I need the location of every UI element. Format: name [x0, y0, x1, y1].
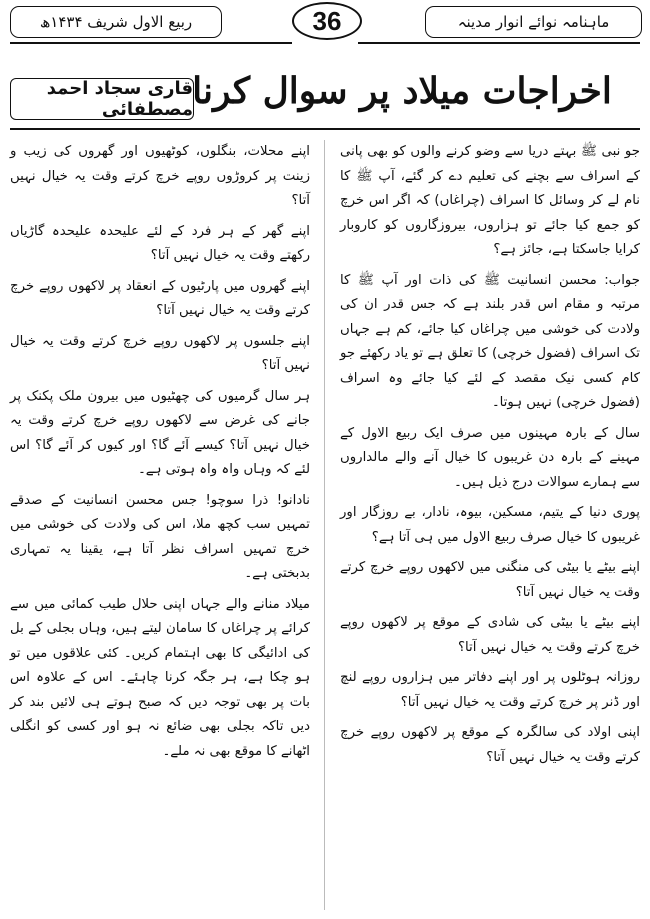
- left-column: [10, 140, 310, 770]
- paragraph: جواب: محسن انسانیت ﷺ کی ذات اور آپ ﷺ کا مرتبہ و مقام اس قدر بلند ہے کہ جس قدر ان کی ولادت کی خوشی میں چراغاں کیا جائے، کم ہے جہاں تک اسراف (فضول خرچی) کا تعلق ہے تو یاد رکھئے جو کام کسی نیک مقصد کے لئے کیا جائے وہ اسراف (فضول خرچی) نہیں ہوتا۔: [340, 272, 640, 410]
- right-column: [340, 140, 640, 776]
- paragraph: اپنے جلسوں پر لاکھوں روپے خرچ کرتے وقت یہ خیال نہیں آتا؟: [10, 333, 310, 373]
- paragraph: اپنے گھروں میں پارٹیوں کے انعقاد پر لاکھوں روپے خرچ کرتے وقت یہ خیال نہیں آتا؟: [10, 278, 310, 318]
- paragraph: اپنے محلات، بنگلوں، کوٹھیوں اور گھروں کی زیب و زینت پر کروڑوں روپے خرچ کرتے وقت یہ خیال نہیں آتا؟: [10, 144, 310, 208]
- paragraph: سال کے بارہ مہینوں میں صرف ایک ربیع الاول کے مہینے کے بارہ دن غریبوں کا خیال آنے والے مالداروں سے ہمارے سوالات درج ذیل ہیں۔: [340, 425, 640, 490]
- magazine-name-box: [425, 6, 642, 38]
- magazine-name: ماہنامہ نوائے انوار مدینہ: [457, 13, 610, 31]
- paragraph: جو نبی ﷺ بہتے دریا سے وضو کرنے والوں کو بھی پانی کے اسراف سے بچنے کی تعلیم دے کر گئے، آپ ﷺ کا نام لے کر وسائل کا اسراف (چراغاں) کہ اگر اس خرچ کو جمع کیا جائے تو ہزاروں، بیروزگاروں کو کاروبار کرایا جاسکتا ہے، جائز ہے؟: [340, 144, 640, 257]
- issue-date: ربیع الاول شریف ۱۴۳۴ھ: [39, 13, 193, 31]
- paragraph: روزانہ ہوٹلوں پر اور اپنے دفاتر میں ہزاروں روپے لنچ اور ڈنر پر خرچ کرتے وقت یہ خیال نہیں آتا؟: [340, 670, 640, 710]
- title-area: [10, 62, 640, 122]
- column-divider: [324, 140, 325, 910]
- paragraph: اپنے بیٹے یا بیٹی کی منگنی میں لاکھوں روپے خرچ کرتے وقت یہ خیال نہیں آتا؟: [340, 560, 640, 600]
- header-rule-left: [10, 42, 292, 44]
- title-rule: [10, 128, 640, 130]
- page-number-badge: [292, 2, 362, 40]
- paragraph: ہر سال گرمیوں کی چھٹیوں میں بیرون ملک پکنک پر جانے کی غرض سے لاکھوں روپے خرچ کرتے وقت یہ خیال نہیں آتا؟ کیسے آئے گا؟ اور کیوں کر آئے گا؟ اس لئے کہ وہاں واہ واہ ہوتی ہے۔: [10, 388, 310, 477]
- issue-box: [10, 6, 222, 38]
- author-name: قاری سجاد احمد مصطفائی: [46, 78, 193, 120]
- paragraph: اپنی اولاد کی سالگرہ کے موقع پر لاکھوں روپے خرچ کرتے وقت یہ خیال نہیں آتا؟: [340, 725, 640, 765]
- author-box: [10, 78, 194, 120]
- paragraph: پوری دنیا کے یتیم، مسکین، بیوہ، نادار، بے روزگار اور غریبوں کا خیال صرف ربیع الاول میں ہی آتا ہے؟: [340, 505, 640, 545]
- paragraph: نادانو! ذرا سوچو! جس محسن انسانیت کے صدقے تمہیں سب کچھ ملا، اس کی ولادت کی خوشی میں خرچ تمہیں اسراف نظر آتا ہے، یقینا یہ تمہاری بدبختی ہے۔: [10, 492, 310, 581]
- page-number: 36: [312, 5, 342, 36]
- paragraph: میلاد منانے والے جہاں اپنی حلال طیب کمائی میں سے کرائے پر چراغاں کا سامان لیتے ہیں، وہاں بجلی کے بل کی ادائیگی کا بھی اہتمام کریں۔ کئی علاقوں میں تو ہو چکا ہے، ہر جگہ کرنا چاہئے۔ اس کے علاوہ اس بات پر بھی توجہ دیں کہ صبح ہوتے ہی لائیں بند کر دیں تاکہ بجلی بھی ضائع نہ ہو اور کسی کو انگلی اٹھانے کا موقع بھی نہ ملے۔: [10, 596, 310, 759]
- paragraph: اپنے بیٹے یا بیٹی کی شادی کے موقع پر لاکھوں روپے خرچ کرتے وقت یہ خیال نہیں آتا؟: [340, 615, 640, 655]
- header-rule-right: [358, 42, 640, 44]
- paragraph: اپنے گھر کے ہر فرد کے لئے علیحدہ علیحدہ گاڑیاں رکھتے وقت یہ خیال نہیں آتا؟: [10, 223, 310, 263]
- article-title: اخراجات میلاد پر سوال کرنا: [192, 70, 612, 112]
